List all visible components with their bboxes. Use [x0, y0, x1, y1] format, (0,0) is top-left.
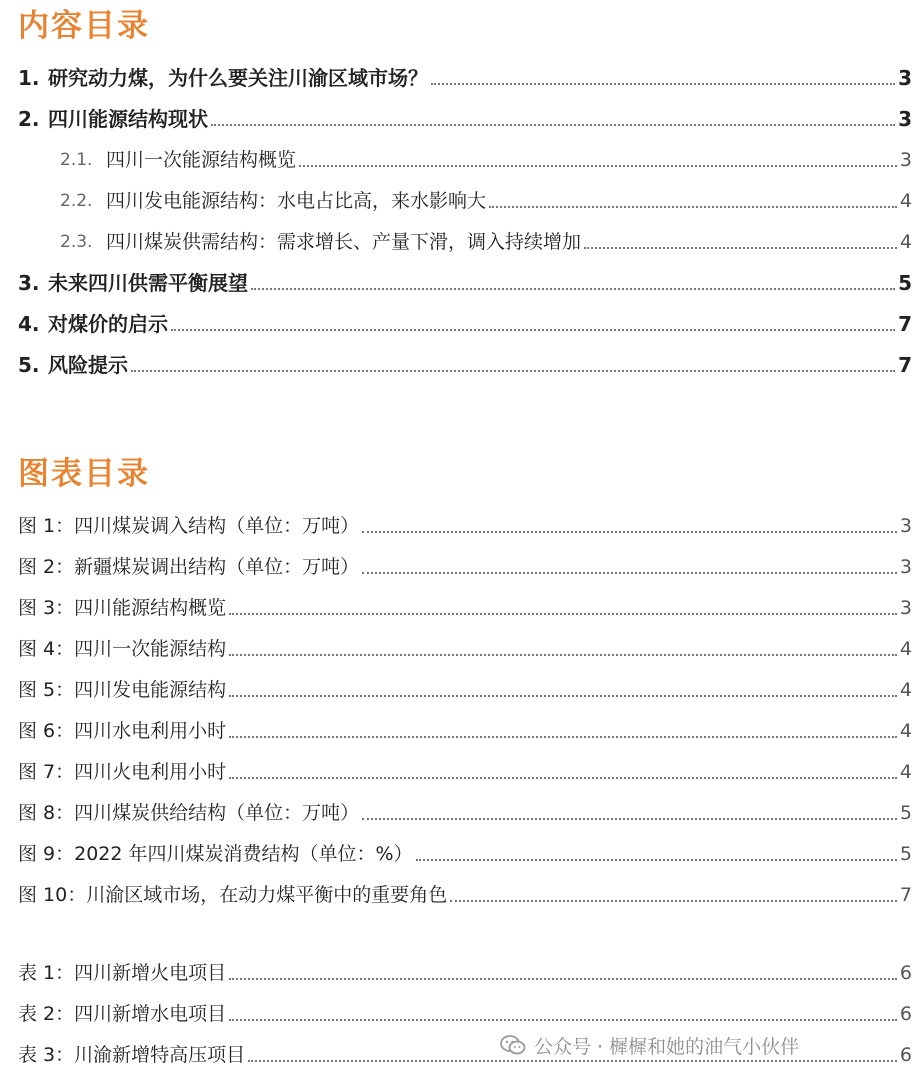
toc-entry-label: 四川煤炭供需结构：需求增长、产量下滑，调入持续增加 — [106, 231, 582, 253]
figure-entry-page: 4 — [899, 638, 912, 660]
dot-leader — [248, 1060, 897, 1062]
dot-leader — [362, 818, 897, 820]
figure-entry-6[interactable] — [18, 713, 912, 743]
toc-entry-label: 对煤价的启示 — [48, 312, 168, 336]
toc-entry-label: 四川一次能源结构概览 — [106, 149, 297, 171]
dot-leader — [489, 206, 897, 208]
contents-title: 内容目录 — [18, 8, 150, 44]
toc-entry-label: 四川发电能源结构：水电占比高，来水影响大 — [106, 190, 487, 212]
dot-leader — [251, 288, 895, 290]
table-entry-page: 6 — [899, 962, 912, 984]
dot-leader — [299, 165, 897, 167]
table-entry-label: 表 1：四川新增火电项目 — [18, 962, 227, 984]
toc-entry-number: 2. — [18, 107, 40, 131]
figure-entry-label: 图 10：川渝区域市场，在动力煤平衡中的重要角色 — [18, 884, 448, 906]
figure-entry-page: 3 — [899, 515, 912, 537]
toc-entry-1[interactable] — [18, 60, 912, 90]
toc-entry-number: 1. — [18, 66, 40, 90]
dot-leader — [171, 329, 895, 331]
toc-entry-number: 2.2. — [60, 191, 93, 211]
toc-entry-page: 4 — [899, 231, 912, 253]
watermark — [498, 1030, 805, 1060]
dot-leader — [450, 900, 897, 902]
dot-leader — [362, 531, 897, 533]
toc-entry-number: 4. — [18, 312, 40, 336]
figure-entry-page: 4 — [899, 720, 912, 742]
toc-entry-label: 风险提示 — [48, 353, 128, 377]
toc-entry-page: 7 — [898, 353, 912, 377]
figure-entry-label: 图 3：四川能源结构概览 — [18, 597, 227, 619]
toc-entry-page: 3 — [899, 149, 912, 171]
dot-leader — [229, 736, 897, 738]
toc-entry-page: 4 — [899, 190, 912, 212]
figure-entry-page: 4 — [899, 679, 912, 701]
wechat-icon — [500, 1035, 526, 1055]
toc-entry-label: 研究动力煤，为什么要关注川渝区域市场？ — [48, 66, 428, 90]
figure-entry-3[interactable] — [18, 590, 912, 620]
figure-entry-4[interactable] — [18, 631, 912, 661]
dot-leader — [229, 695, 897, 697]
figure-entry-label: 图 9：2022 年四川煤炭消费结构（单位：%） — [18, 843, 413, 865]
dot-leader — [362, 572, 897, 574]
figure-entry-page: 3 — [899, 556, 912, 578]
figure-entry-label: 图 6：四川水电利用小时 — [18, 720, 227, 742]
toc-entry-number: 2.1. — [60, 150, 93, 170]
toc-entry-2-3[interactable] — [60, 224, 912, 254]
table-entry-1[interactable] — [18, 955, 912, 985]
dot-leader — [584, 247, 897, 249]
figure-entry-9[interactable] — [18, 836, 912, 866]
figures-title: 图表目录 — [18, 456, 150, 492]
table-entry-page: 6 — [899, 1044, 912, 1066]
toc-entry-label: 未来四川供需平衡展望 — [48, 271, 248, 295]
dot-leader — [131, 370, 895, 372]
toc-entry-number: 2.3. — [60, 232, 93, 252]
dot-leader — [229, 777, 897, 779]
dot-leader — [431, 83, 895, 85]
figure-entry-10[interactable] — [18, 877, 912, 907]
toc-entry-page: 3 — [898, 107, 912, 131]
dot-leader — [229, 613, 897, 615]
toc-entry-4[interactable] — [18, 306, 912, 336]
toc-entry-5[interactable] — [18, 347, 912, 377]
figure-entry-5[interactable] — [18, 672, 912, 702]
toc-entry-page: 5 — [898, 271, 912, 295]
toc-entry-page: 3 — [898, 66, 912, 90]
dot-leader — [211, 124, 895, 126]
figure-entry-page: 4 — [899, 761, 912, 783]
figure-entry-page: 5 — [899, 802, 912, 824]
figure-entry-label: 图 4：四川一次能源结构 — [18, 638, 227, 660]
dot-leader — [229, 1019, 897, 1021]
toc-entry-2-2[interactable] — [60, 183, 912, 213]
figure-entry-label: 图 2：新疆煤炭调出结构（单位：万吨） — [18, 556, 360, 578]
watermark-text: 公众号 · 樨樨和她的油气小伙伴 — [534, 1035, 800, 1058]
toc-entry-3[interactable] — [18, 265, 912, 295]
figure-entry-label: 图 5：四川发电能源结构 — [18, 679, 227, 701]
dot-leader — [229, 654, 897, 656]
table-entry-2[interactable] — [18, 996, 912, 1026]
figure-entry-page: 5 — [899, 843, 912, 865]
figure-entry-label: 图 1：四川煤炭调入结构（单位：万吨） — [18, 515, 360, 537]
toc-entry-2[interactable] — [18, 101, 912, 131]
dot-leader — [229, 978, 897, 980]
figure-entry-7[interactable] — [18, 754, 912, 784]
toc-entry-label: 四川能源结构现状 — [48, 107, 208, 131]
toc-entry-page: 7 — [898, 312, 912, 336]
figure-entry-label: 图 7：四川火电利用小时 — [18, 761, 227, 783]
figure-entry-2[interactable] — [18, 549, 912, 579]
figure-entry-label: 图 8：四川煤炭供给结构（单位：万吨） — [18, 802, 360, 824]
table-entry-label: 表 3：川渝新增特高压项目 — [18, 1044, 246, 1066]
figure-entry-page: 7 — [899, 884, 912, 906]
table-entry-page: 6 — [899, 1003, 912, 1025]
figure-entry-8[interactable] — [18, 795, 912, 825]
table-entry-label: 表 2：四川新增水电项目 — [18, 1003, 227, 1025]
toc-entry-2-1[interactable] — [60, 142, 912, 172]
dot-leader — [416, 859, 897, 861]
figure-entry-1[interactable] — [18, 508, 912, 538]
toc-entry-number: 5. — [18, 353, 40, 377]
figure-entry-page: 3 — [899, 597, 912, 619]
toc-entry-number: 3. — [18, 271, 40, 295]
